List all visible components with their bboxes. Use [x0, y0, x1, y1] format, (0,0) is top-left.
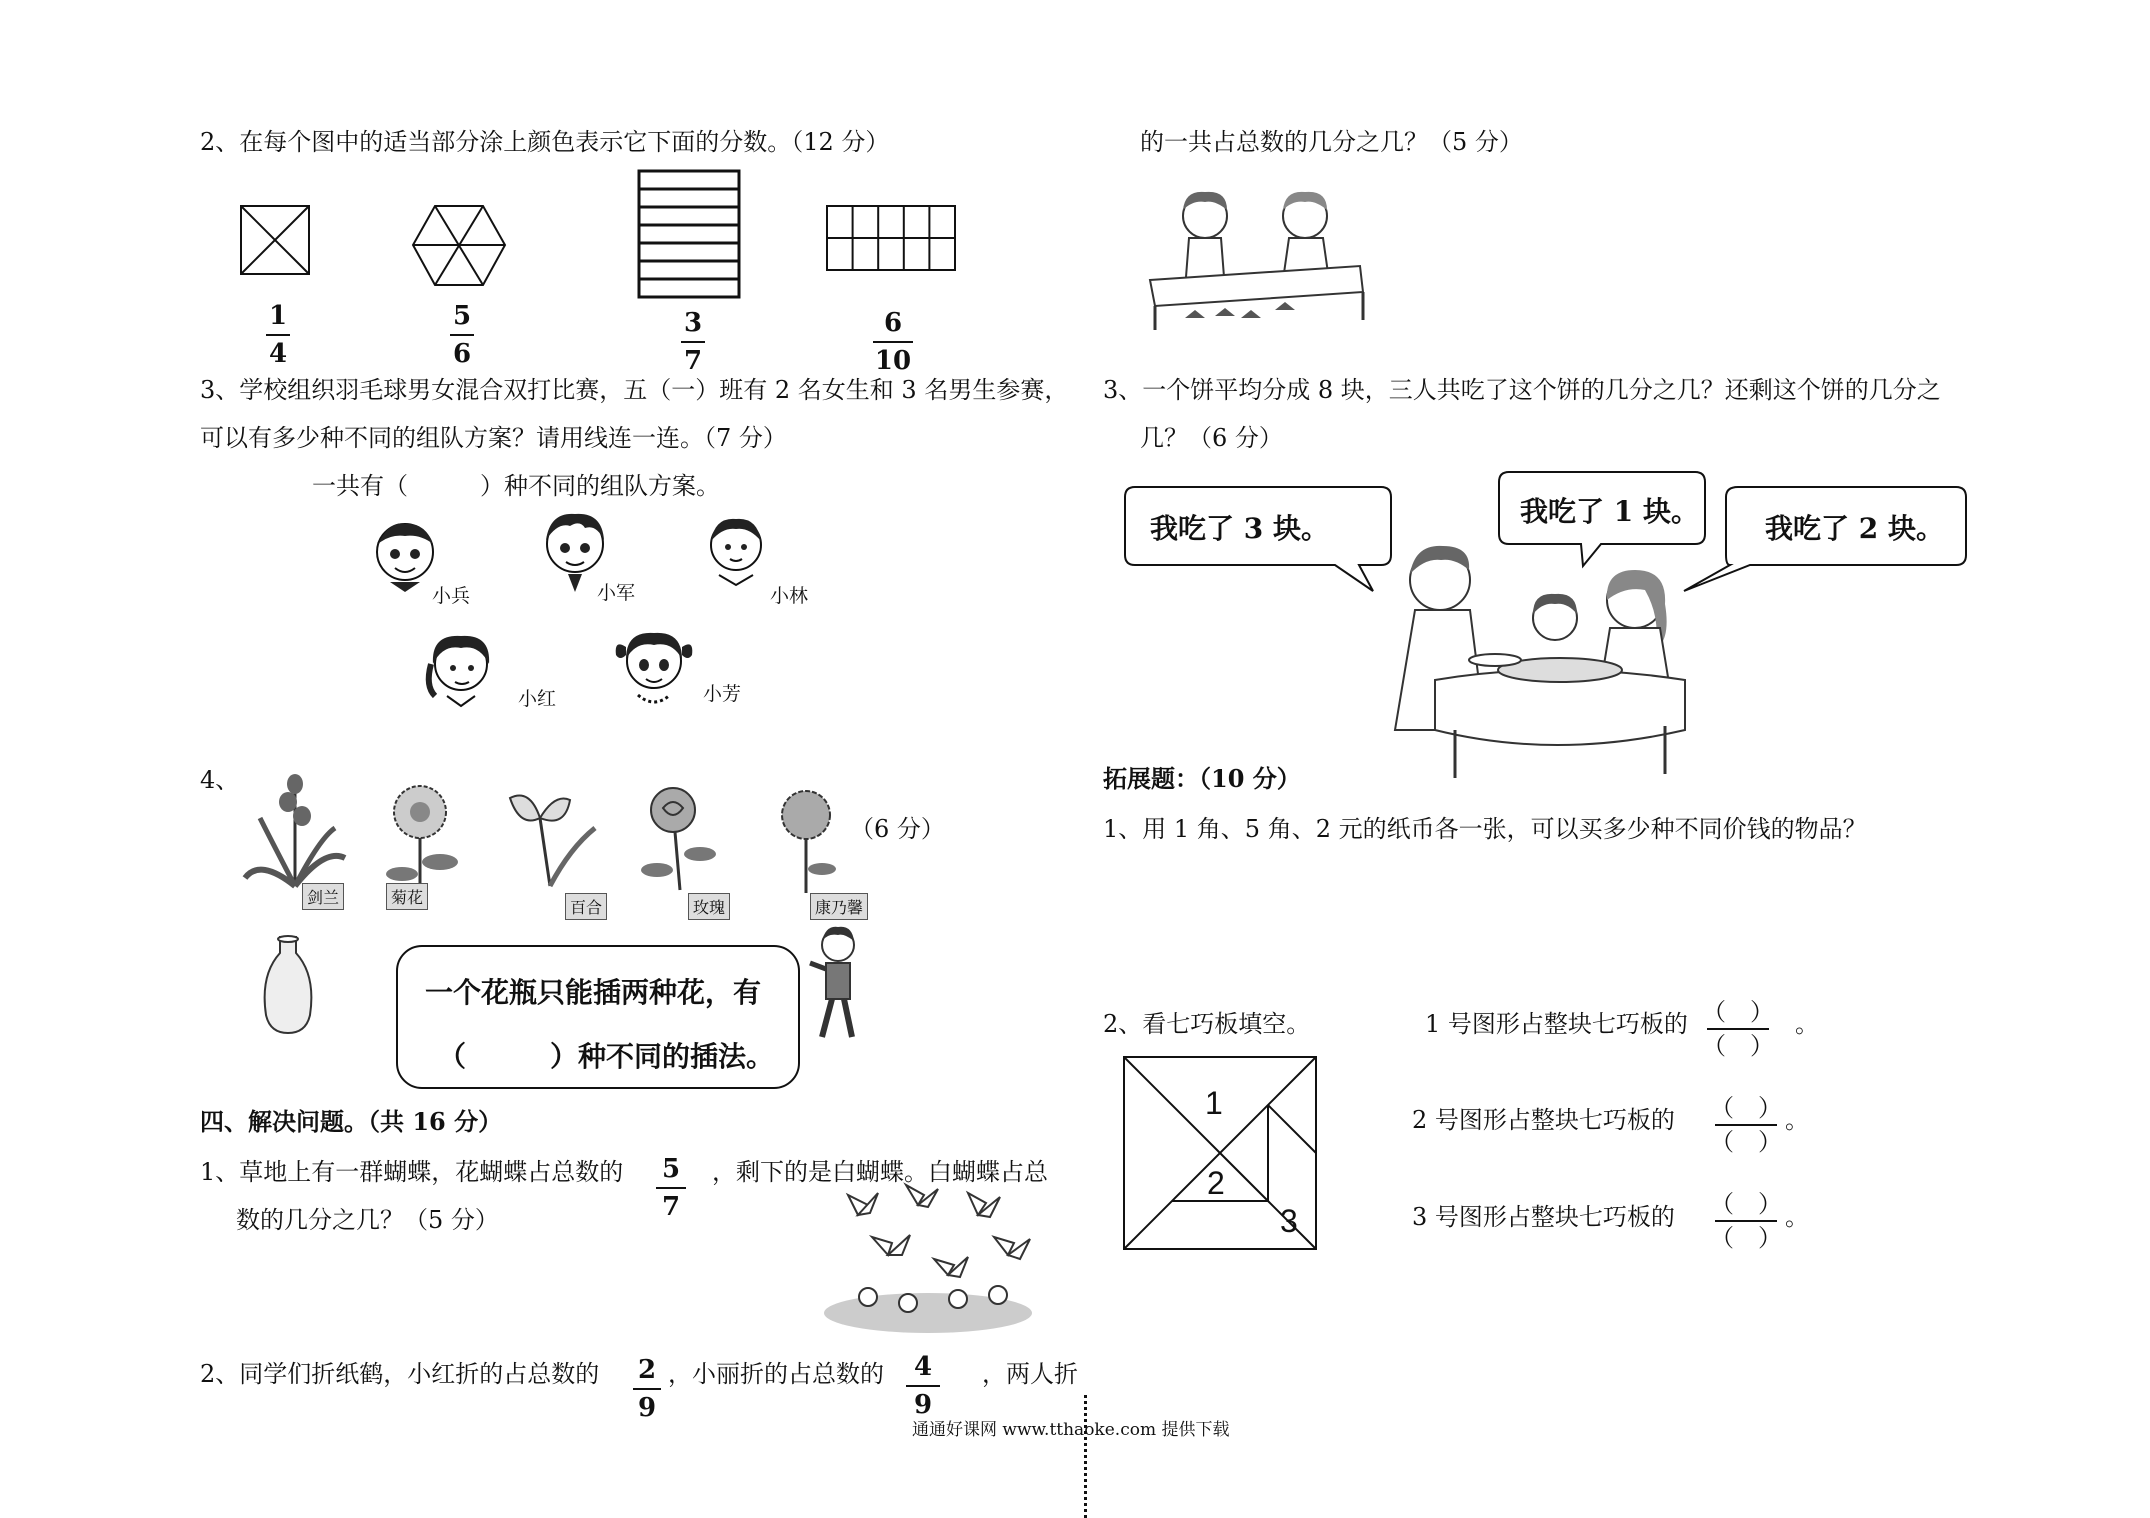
- bubble-mom-text: 我吃了 2 块。: [1765, 512, 1944, 545]
- flower-label-baihe: 百合: [565, 893, 607, 920]
- fill-2-text: 2 号图形占整块七巧板的: [1412, 1106, 1675, 1134]
- boy-face-icon: [705, 515, 767, 595]
- ext-q2-label: 2、看七巧板填空。: [1103, 1010, 1311, 1038]
- gladiolus-icon: [240, 768, 350, 888]
- sec4-p1-b: ，剩下的是白蝴蝶。白蝴蝶占总: [712, 1158, 1048, 1186]
- footer-text: 通通好课网 www.tthaoke.com 提供下载: [912, 1420, 1230, 1440]
- boy-face-icon: [370, 520, 440, 600]
- flower-label-juhua: 菊花: [386, 883, 428, 910]
- rose-icon: [635, 782, 730, 892]
- fraction-5-7: 5 7: [656, 1156, 686, 1220]
- sec4-heading: 四、解决问题。（共 16 分）: [200, 1107, 503, 1136]
- sec4-p2-a: 2、同学们折纸鹤，小红折的占总数的: [200, 1360, 600, 1388]
- girl-face-icon: [612, 625, 696, 715]
- butterflies-icon: [818, 1185, 1038, 1335]
- blank-fraction-2[interactable]: （ ） （ ）: [1710, 1094, 1782, 1156]
- sec4-p2-b: ，小丽折的占总数的: [668, 1360, 884, 1388]
- child-name-xiaofang: 小芳: [703, 683, 742, 705]
- tangram-number-1: 1: [1205, 1085, 1223, 1121]
- fill-1-text: 1 号图形占整块七巧板的: [1425, 1010, 1688, 1038]
- girl-face-icon: [425, 630, 497, 714]
- blank-fraction-1[interactable]: （ ） （ ）: [1702, 998, 1774, 1060]
- q3-answer-line: 一共有（ ）种不同的组队方案。: [312, 472, 720, 500]
- child-name-xiaohong: 小红: [518, 688, 557, 710]
- bubble-girl-text: 我吃了 1 块。: [1520, 495, 1699, 528]
- page-divider: [1084, 1395, 1087, 1518]
- child-name-xiaolin: 小林: [770, 585, 809, 607]
- rq3-line2: 几？（6 分）: [1140, 424, 1283, 452]
- family-eating-icon: [1355, 530, 1715, 780]
- fill-3-period: 。: [1785, 1203, 1809, 1231]
- flower-label-kangnaixin: 康乃馨: [810, 893, 868, 920]
- fraction-2-9: 2 9: [633, 1357, 661, 1421]
- flower-label-meigui: 玫瑰: [688, 893, 730, 920]
- fraction-3-7: 3 7: [681, 310, 705, 374]
- grid-figure: [826, 205, 958, 271]
- tangram-number-3: 3: [1280, 1203, 1298, 1239]
- lily-icon: [500, 788, 600, 888]
- q2-title: 2、在每个图中的适当部分涂上颜色表示它下面的分数。（12 分）: [200, 128, 890, 156]
- carnation-icon: [770, 785, 850, 895]
- stripes-figure: [638, 170, 740, 298]
- rq3-line1: 3、一个饼平均分成 8 块，三人共吃了这个饼的几分之几？还剩这个饼的几分之: [1103, 376, 1941, 404]
- q3-line1: 3、学校组织羽毛球男女混合双打比赛，五（一）班有 2 名女生和 3 名男生参赛，: [200, 376, 1069, 404]
- fraction-5-6: 5 6: [450, 303, 474, 367]
- chrysanthemum-icon: [380, 782, 470, 892]
- blank-fraction-3[interactable]: （ ） （ ）: [1710, 1190, 1782, 1252]
- fill-2-period: 。: [1785, 1106, 1809, 1134]
- flower-label-jianlan: 剑兰: [302, 883, 344, 910]
- fraction-4-9: 4 9: [906, 1354, 940, 1418]
- q4-score: （6 分）: [850, 815, 945, 843]
- hexagon-figure: [412, 205, 506, 287]
- sec4-p1-a: 1、草地上有一群蝴蝶，花蝴蝶占总数的: [200, 1158, 624, 1186]
- child-name-xiaobing: 小兵: [432, 585, 471, 607]
- ext-q1: 1、用 1 角、5 角、2 元的纸币各一张，可以买多少种不同价钱的物品？: [1103, 815, 1867, 843]
- fraction-6-10: 6 10: [874, 308, 912, 376]
- bubble-dad-text: 我吃了 3 块。: [1150, 512, 1329, 545]
- fill-1-period: 。: [1795, 1010, 1819, 1038]
- tangram-number-2: 2: [1207, 1165, 1225, 1201]
- sec4-p2-c: ，两人折: [982, 1360, 1078, 1388]
- vase-bubble-line1: 一个花瓶只能插两种花，有: [425, 976, 762, 1009]
- fill-3-text: 3 号图形占整块七巧板的: [1412, 1203, 1675, 1231]
- q3-line2: 可以有多少种不同的组队方案？请用线连一连。（7 分）: [200, 424, 787, 452]
- girls-folding-cranes-icon: [1145, 180, 1365, 330]
- child-name-xiaojun: 小军: [597, 582, 636, 604]
- vase-icon: [258, 935, 318, 1037]
- boy-standing-icon: [808, 925, 868, 1043]
- square-figure: [240, 205, 312, 277]
- fraction-1-4: 1 4: [266, 303, 290, 367]
- sec4-p2-continued: 的一共占总数的几分之几？（5 分）: [1140, 128, 1523, 156]
- q4-label: 4、: [200, 766, 240, 794]
- sec4-p1-c: 数的几分之几？（5 分）: [236, 1206, 499, 1234]
- ext-heading: 拓展题：（10 分）: [1103, 764, 1301, 793]
- vase-bubble-line2: （ ）种不同的插法。: [438, 1040, 775, 1073]
